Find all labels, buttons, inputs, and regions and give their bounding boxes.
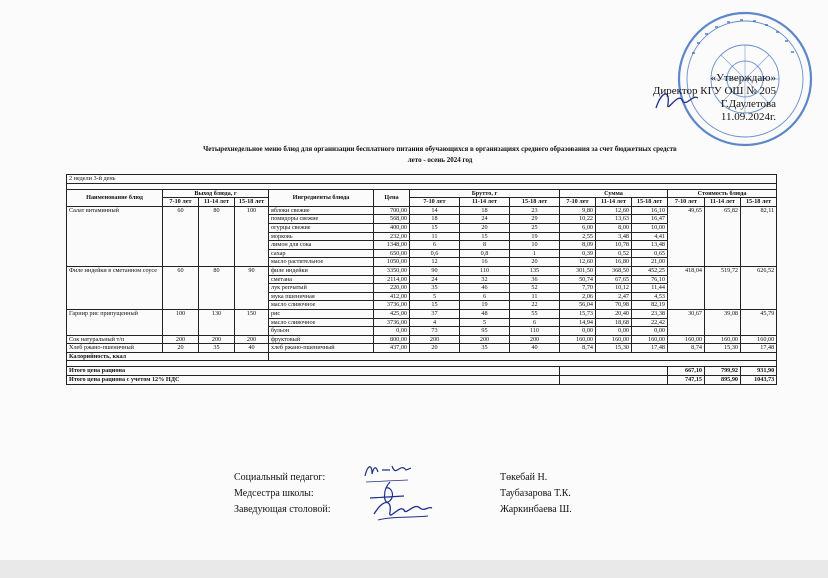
header-row-1 [67, 189, 777, 198]
ingredient-price: 2114,00 [374, 275, 410, 284]
sum-age-1: 6,00 [560, 223, 596, 232]
ingredient-name: помидоры свежие [269, 215, 374, 224]
sum-age-2: 10,78 [596, 241, 632, 250]
ingredient-name: филе индейки [269, 266, 374, 275]
approval-date: 11.09.2024г. [720, 111, 776, 123]
gross-age-3: 11 [510, 292, 560, 301]
cost-age-2: 39,08 [705, 309, 741, 335]
gross-age-3: 36 [510, 275, 560, 284]
sum-age-3: 0,65 [632, 249, 668, 258]
total-vat-age-3: 1043,73 [741, 376, 777, 385]
ingredient-name: сметана [269, 275, 374, 284]
sum-age-2: 0,00 [596, 327, 632, 336]
gross-age-1: 37 [410, 309, 460, 318]
sum-age-1: 2,55 [560, 232, 596, 241]
total-age-2: 799,92 [705, 367, 741, 376]
sum-age-3: 16,47 [632, 215, 668, 224]
signature-name-1: Төкебай Н. [500, 472, 548, 483]
cost-age-2: 519,72 [705, 266, 741, 309]
total-row [67, 367, 777, 376]
gross-age-2: 0,8 [460, 249, 510, 258]
output-age-2: 80 [199, 206, 235, 266]
menu-table [66, 174, 777, 385]
cost-age-1: 418,04 [668, 266, 705, 309]
header-dish: Наименование блюд [67, 189, 163, 206]
ingredient-name: масло сливочное [269, 301, 374, 310]
approval-label: «Утверждаю» [710, 72, 776, 84]
gross-age-2: 18 [460, 206, 510, 215]
table-row [67, 206, 777, 215]
dish-name: Гарнир рис припущенный [67, 309, 163, 335]
cost-age-2: 160,00 [705, 335, 741, 344]
sum-age-2: 18,68 [596, 318, 632, 327]
output-age-2: 80 [199, 266, 235, 309]
gross-age-3: 110 [510, 327, 560, 336]
total-vat-row [67, 376, 777, 385]
total-vat-age-2: 895,90 [705, 376, 741, 385]
approval-director: Директор КГУ ОШ № 205 [652, 85, 776, 97]
ingredient-price: 232,00 [374, 232, 410, 241]
gross-age-2: 32 [460, 275, 510, 284]
cost-age-1: 30,67 [668, 309, 705, 335]
sum-age-2: 70,98 [596, 301, 632, 310]
header-output-age-1: 7-10 лет [163, 198, 199, 207]
sum-age-1: 0,39 [560, 249, 596, 258]
gross-age-2: 24 [460, 215, 510, 224]
header-cost-age-3: 15-18 лет [741, 198, 777, 207]
gross-age-2: 110 [460, 266, 510, 275]
ingredient-price: 400,00 [374, 223, 410, 232]
ingredient-name: фруктовый [269, 335, 374, 344]
total-label: Итого цена рациона [67, 367, 560, 376]
ingredient-price: 1348,00 [374, 241, 410, 250]
gross-age-3: 23 [510, 206, 560, 215]
sum-age-2: 20,40 [596, 309, 632, 318]
ingredient-name: рис [269, 309, 374, 318]
sum-age-1: 301,50 [560, 266, 596, 275]
header-output-age-2: 11-14 лет [199, 198, 235, 207]
sum-age-3: 17,48 [632, 344, 668, 353]
cost-age-3: 17,48 [741, 344, 777, 353]
gross-age-3: 22 [510, 301, 560, 310]
sum-age-3: 0,00 [632, 327, 668, 336]
header-gross: Брутто, г [410, 189, 560, 198]
ingredient-price: 3350,00 [374, 266, 410, 275]
header-output: Выход блюда, г [163, 189, 269, 198]
gross-age-2: 19 [460, 301, 510, 310]
sum-age-2: 13,63 [596, 215, 632, 224]
sum-age-2: 0,52 [596, 249, 632, 258]
table-row [67, 335, 777, 344]
gross-age-1: 11 [410, 232, 460, 241]
gross-age-3: 135 [510, 266, 560, 275]
ingredient-name: сахар [269, 249, 374, 258]
menu-table-body [67, 175, 777, 353]
gross-age-2: 6 [460, 292, 510, 301]
cost-age-1: 160,00 [668, 335, 705, 344]
gross-age-1: 12 [410, 258, 460, 267]
sum-age-2: 8,00 [596, 223, 632, 232]
ingredient-name: лимон для сока [269, 241, 374, 250]
gross-age-1: 35 [410, 284, 460, 293]
ingredient-price: 220,00 [374, 284, 410, 293]
output-age-3: 40 [235, 344, 269, 353]
title-line-1: Четырехнедельное меню блюд для организации бесплатного питания обучающихся в организациях среднего образования за счет бюджетных средств [203, 145, 677, 153]
sum-age-1: 12,60 [560, 258, 596, 267]
ingredient-price: 437,00 [374, 344, 410, 353]
header-cost-age-1: 7-10 лет [668, 198, 705, 207]
gross-age-2: 200 [460, 335, 510, 344]
gross-age-1: 18 [410, 215, 460, 224]
ingredient-price: 3736,00 [374, 301, 410, 310]
cost-age-3: 160,00 [741, 335, 777, 344]
ingredient-price: 800,00 [374, 335, 410, 344]
cost-age-1: 49,65 [668, 206, 705, 266]
header-sum-age-1: 7-10 лет [560, 198, 596, 207]
header-sum-age-3: 15-18 лет [632, 198, 668, 207]
week-label: 2 недели 3-й день [67, 175, 777, 184]
ingredient-name: масло сливочное [269, 318, 374, 327]
gross-age-1: 73 [410, 327, 460, 336]
sum-age-1: 56,04 [560, 301, 596, 310]
sheet-edge [0, 560, 828, 578]
gross-age-3: 52 [510, 284, 560, 293]
sum-age-1: 8,74 [560, 344, 596, 353]
signature-role-3: Заведующая столовой: [234, 504, 331, 515]
total-vat-age-1: 747,15 [668, 376, 705, 385]
sum-age-2: 16,80 [596, 258, 632, 267]
sum-age-2: 2,47 [596, 292, 632, 301]
header-cost: Стоимость блюда [668, 189, 777, 198]
signature-role-2: Медсестра школы: [234, 488, 314, 499]
cost-age-3: 626,52 [741, 266, 777, 309]
cost-age-2: 65,82 [705, 206, 741, 266]
sum-age-3: 11,44 [632, 284, 668, 293]
gross-age-2: 5 [460, 318, 510, 327]
ingredient-name: морковь [269, 232, 374, 241]
header-ingredients: Ингредиенты блюда [269, 189, 374, 206]
gross-age-1: 0,6 [410, 249, 460, 258]
output-age-1: 60 [163, 206, 199, 266]
sum-age-1: 15,73 [560, 309, 596, 318]
gross-age-2: 20 [460, 223, 510, 232]
signature-name-3: Жаркинбаева Ш. [500, 504, 572, 515]
sum-age-3: 76,10 [632, 275, 668, 284]
output-age-3: 90 [235, 266, 269, 309]
header-cost-age-2: 11-14 лет [705, 198, 741, 207]
gross-age-2: 16 [460, 258, 510, 267]
gross-age-3: 200 [510, 335, 560, 344]
table-row [67, 309, 777, 318]
sum-age-1: 160,00 [560, 335, 596, 344]
gross-age-1: 200 [410, 335, 460, 344]
header-sum-age-2: 11-14 лет [596, 198, 632, 207]
sum-age-3: 13,48 [632, 241, 668, 250]
menu-table-footer [67, 352, 777, 384]
ingredient-price: 650,00 [374, 249, 410, 258]
sum-age-1: 50,74 [560, 275, 596, 284]
ingredient-price: 568,00 [374, 215, 410, 224]
header-sum: Сумма [560, 189, 668, 198]
ingredient-name: мука пшеничная [269, 292, 374, 301]
sum-age-3: 82,19 [632, 301, 668, 310]
output-age-3: 100 [235, 206, 269, 266]
canteen-head-signature [370, 496, 436, 526]
header-price: Цена [374, 189, 410, 206]
sum-age-3: 160,00 [632, 335, 668, 344]
gross-age-1: 5 [410, 292, 460, 301]
gross-age-1: 24 [410, 275, 460, 284]
sum-age-3: 23,38 [632, 309, 668, 318]
header-gross-age-3: 15-18 лет [510, 198, 560, 207]
ingredient-price: 0,00 [374, 327, 410, 336]
gross-age-2: 8 [460, 241, 510, 250]
week-row [67, 175, 777, 184]
gross-age-1: 20 [410, 344, 460, 353]
sum-age-1: 8,09 [560, 241, 596, 250]
gross-age-1: 6 [410, 241, 460, 250]
dish-name: Сок натуральный т/п [67, 335, 163, 344]
total-age-3: 931,90 [741, 367, 777, 376]
cost-age-1: 8,74 [668, 344, 705, 353]
gross-age-3: 55 [510, 309, 560, 318]
sum-age-1: 10,22 [560, 215, 596, 224]
output-age-1: 60 [163, 266, 199, 309]
output-age-2: 130 [199, 309, 235, 335]
signature-role-1: Социальный педагог: [234, 472, 326, 483]
approval-name: Г.Даулетова [720, 98, 776, 110]
sum-age-3: 452,25 [632, 266, 668, 275]
table-row [67, 266, 777, 275]
sum-age-1: 2,06 [560, 292, 596, 301]
gross-age-3: 6 [510, 318, 560, 327]
cost-age-3: 45,79 [741, 309, 777, 335]
cost-age-2: 15,30 [705, 344, 741, 353]
gross-age-2: 35 [460, 344, 510, 353]
ingredient-name: огурцы свежие [269, 223, 374, 232]
output-age-1: 100 [163, 309, 199, 335]
ingredient-price: 1050,00 [374, 258, 410, 267]
total-vat-label: Итого цена рациона с учетом 12% НДС [67, 376, 560, 385]
dish-name: Хлеб ржано-пшеничный [67, 344, 163, 353]
sum-age-3: 4,53 [632, 292, 668, 301]
gross-age-1: 90 [410, 266, 460, 275]
sum-age-3: 4,41 [632, 232, 668, 241]
sum-age-3: 21,00 [632, 258, 668, 267]
sum-age-3: 22,42 [632, 318, 668, 327]
sum-age-2: 67,65 [596, 275, 632, 284]
table-row [67, 344, 777, 353]
ingredient-price: 700,00 [374, 206, 410, 215]
sum-age-2: 12,60 [596, 206, 632, 215]
header-output-age-3: 15-18 лет [235, 198, 269, 207]
gross-age-2: 95 [460, 327, 510, 336]
output-age-3: 150 [235, 309, 269, 335]
gross-age-3: 29 [510, 215, 560, 224]
sum-age-1: 9,80 [560, 206, 596, 215]
header-gross-age-1: 7-10 лет [410, 198, 460, 207]
gross-age-2: 15 [460, 232, 510, 241]
gross-age-3: 25 [510, 223, 560, 232]
ingredient-price: 425,00 [374, 309, 410, 318]
total-age-1: 667,10 [668, 367, 705, 376]
output-age-2: 200 [199, 335, 235, 344]
output-age-2: 35 [199, 344, 235, 353]
header-gross-age-2: 11-14 лет [460, 198, 510, 207]
signature-name-2: Таубазарова Т.К. [500, 488, 571, 499]
sum-age-1: 7,70 [560, 284, 596, 293]
dish-name: Салат витаминный [67, 206, 163, 266]
sum-age-1: 0,00 [560, 327, 596, 336]
ingredient-name: масло растительное [269, 258, 374, 267]
approval-block [616, 72, 776, 124]
calories-row [67, 352, 777, 361]
ingredient-price: 412,00 [374, 292, 410, 301]
sum-age-2: 3,48 [596, 232, 632, 241]
gross-age-3: 1 [510, 249, 560, 258]
gross-age-2: 48 [460, 309, 510, 318]
title-line-2: лето - осень 2024 год [407, 156, 473, 164]
calories-label: Калорийность, ккал [67, 352, 269, 361]
dish-name: Филе индейки в сметанном соусе [67, 266, 163, 309]
gross-age-3: 10 [510, 241, 560, 250]
ingredient-name: бульон [269, 327, 374, 336]
sum-age-3: 10,00 [632, 223, 668, 232]
gross-age-3: 20 [510, 258, 560, 267]
sum-age-2: 160,00 [596, 335, 632, 344]
sum-age-2: 15,30 [596, 344, 632, 353]
cost-age-3: 82,11 [741, 206, 777, 266]
gross-age-1: 15 [410, 301, 460, 310]
sum-age-2: 10,12 [596, 284, 632, 293]
gross-age-3: 40 [510, 344, 560, 353]
header-row-2 [67, 198, 777, 207]
output-age-3: 200 [235, 335, 269, 344]
ingredient-price: 3736,00 [374, 318, 410, 327]
output-age-1: 20 [163, 344, 199, 353]
sum-age-1: 14,94 [560, 318, 596, 327]
ingredient-name: хлеб ржано-пшеничный [269, 344, 374, 353]
gross-age-1: 14 [410, 206, 460, 215]
ingredient-name: лук репчатый [269, 284, 374, 293]
sum-age-3: 16,10 [632, 206, 668, 215]
gross-age-1: 15 [410, 223, 460, 232]
gross-age-2: 46 [460, 284, 510, 293]
ingredient-name: яблоки свежие [269, 206, 374, 215]
gross-age-3: 19 [510, 232, 560, 241]
sum-age-2: 368,50 [596, 266, 632, 275]
output-age-1: 200 [163, 335, 199, 344]
gross-age-1: 4 [410, 318, 460, 327]
